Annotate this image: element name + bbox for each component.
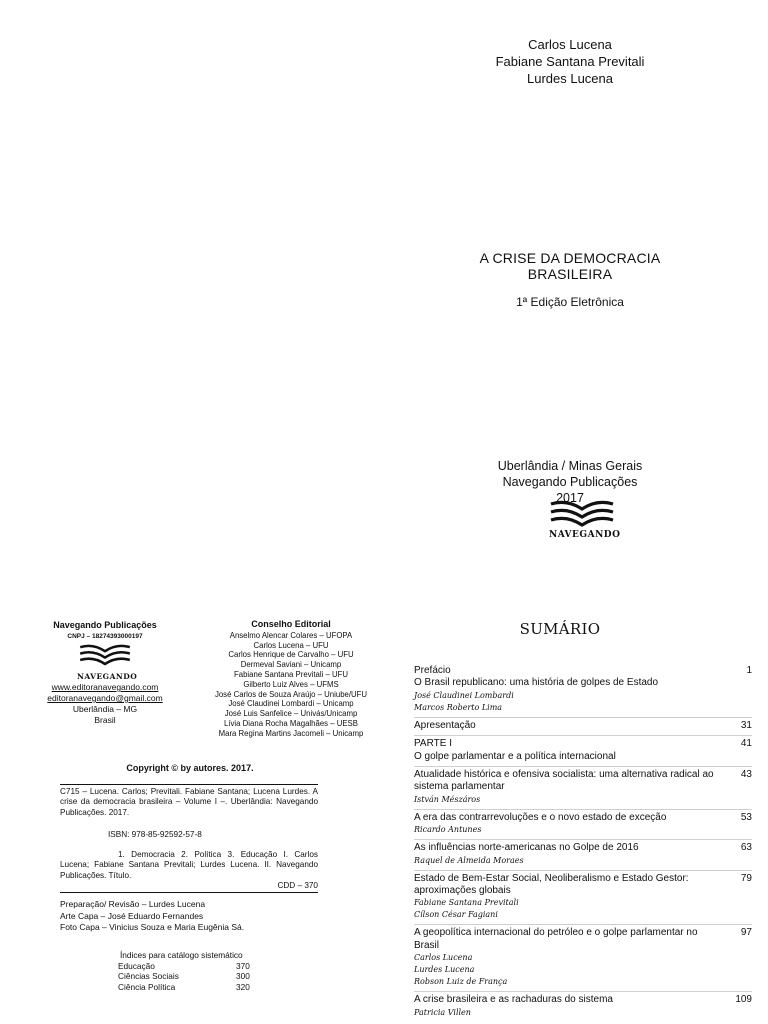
credit-line: Arte Capa – José Eduardo Fernandes: [60, 910, 204, 921]
toc-entry[interactable]: [414, 871, 752, 926]
toc-page-number: 53: [740, 811, 752, 823]
toc-entry[interactable]: [414, 992, 752, 1021]
toc-title: SUMÁRIO: [519, 620, 601, 638]
credits: [60, 899, 320, 934]
toc-line: [414, 677, 752, 689]
publisher-email-link[interactable]: editoranavegando@gmail.com: [47, 693, 163, 703]
toc-entry-author: Ricardo Antunes: [414, 825, 482, 835]
toc-entry-author: Cílson César Fagiani: [414, 910, 498, 920]
toc-line: [414, 769, 752, 794]
author-name: Fabiane Santana Previtali: [495, 54, 645, 69]
index-subject: Ciência Política: [118, 981, 176, 992]
council-member-list: [196, 631, 386, 739]
logo-wordmark-small: NAVEGANDO: [77, 672, 138, 681]
toc-entry-title: Apresentação: [414, 719, 476, 731]
index-code: 370: [236, 960, 250, 971]
index-row: [118, 982, 288, 993]
toc-entry-author: Marcos Roberto Lima: [414, 702, 503, 712]
toc-entry-title: Prefácio: [414, 665, 451, 676]
imprint-year: 2017: [556, 491, 584, 505]
toc-entry[interactable]: [414, 718, 752, 736]
toc-entry-author: Lurdes Lucena: [414, 965, 475, 975]
publisher-logo-small: [77, 644, 138, 682]
toc-entry[interactable]: [414, 810, 752, 840]
toc-page-number: [732, 677, 752, 689]
toc-entry-title: O golpe parlamentar e a política internacional: [414, 750, 616, 762]
index-subject: Educação: [118, 960, 155, 971]
council-title: Conselho Editorial: [251, 619, 331, 629]
book-title: A CRISE DA DEMOCRACIA BRASILEIRA: [479, 250, 661, 282]
toc-line: [414, 994, 752, 1006]
council-member: José Carlos de Souza Araújo – Uniube/UFU: [214, 689, 368, 699]
toc-line: [414, 927, 752, 952]
toc-entry[interactable]: [414, 925, 752, 992]
toc-page-number: 63: [740, 842, 752, 854]
publisher-website-link[interactable]: www.editoranavegando.com: [51, 682, 159, 692]
toc-line: [414, 720, 752, 732]
toc-entry[interactable]: [414, 840, 752, 870]
toc-page-number: 97: [740, 927, 752, 939]
council-member: José Claudinei Lombardi – Unicamp: [228, 699, 354, 709]
toc-entry[interactable]: [414, 663, 752, 718]
imprint-city: Uberlândia / Minas Gerais: [497, 459, 643, 473]
cdd-code: CDD – 370: [60, 881, 318, 893]
publisher-name: Navegando Publicações: [53, 620, 157, 630]
catalog-record: [60, 784, 318, 893]
copyright-notice: Copyright © by autores. 2017.: [126, 763, 254, 773]
table-of-contents: [414, 663, 752, 1022]
index-row: [118, 961, 288, 972]
toc-entry[interactable]: [414, 767, 752, 810]
toc-entry-title: As influências norte-americanas no Golpe de 2016: [414, 842, 639, 854]
council-member: Gilberto Luiz Alves – UFMS: [243, 679, 339, 689]
toc-entry-author: Carlos Lucena: [414, 953, 473, 963]
author-name: Lurdes Lucena: [526, 71, 613, 86]
toc-page-number: 41: [740, 738, 752, 750]
open-book-logo-icon: [77, 644, 133, 668]
catalog-subjects: 1. Democracia 2. Política 3. Educação I. Carlos Lucena; Fabiane Santana Previtali; Lurdes Lucena. II. Navegando Publicações. Título.: [60, 850, 318, 880]
index-subject: Ciências Sociais: [118, 971, 179, 981]
index-row: [118, 971, 288, 982]
toc-entry-author: István Mészáros: [414, 794, 481, 804]
open-book-logo-icon: [549, 500, 615, 530]
toc-entry-author: Raquel de Almeida Moraes: [414, 855, 524, 865]
council-member: Mara Regina Martins Jacomeli – Unicamp: [218, 728, 364, 738]
toc-entry-title: A era das contrarrevoluções e o novo estado de exceção: [414, 811, 667, 823]
author-name: Carlos Lucena: [528, 37, 612, 52]
council-member: Dermeval Saviani – Unicamp: [240, 660, 342, 670]
credit-line: Preparação/ Revisão – Lurdes Lucena: [60, 899, 206, 909]
credit-line: Foto Capa – Vinicius Souza e Maria Eugênia Sá.: [60, 922, 245, 932]
catalog-entry: C715 – Lucena. Carlos; Previtali. Fabiane Santana; Lucena Lurdes. A crise da democracia brasileira – Volume I –. Uberlândia: Navegando Publicações. 2017.: [60, 787, 318, 817]
edition-label: 1ª Edição Eletrônica: [516, 295, 624, 309]
editorial-council: [196, 620, 386, 739]
council-member: José Luis Sanfelice – Univás/Unicamp: [224, 709, 358, 719]
toc-line: [414, 738, 752, 750]
isbn: ISBN: 978-85-92592-57-8: [108, 829, 202, 839]
toc-entry-author: Patricia Villen: [414, 1007, 471, 1017]
council-member: Lívia Diana Rocha Magalhães – UESB: [224, 718, 358, 728]
toc-entry-author: Fabiane Santana Previtali: [414, 898, 519, 908]
publisher-city: Uberlândia – MG: [72, 704, 138, 714]
toc-line: [414, 873, 752, 898]
council-member: Carlos Lucena – UFU: [253, 640, 329, 650]
council-member: Fabiane Santana Previtali – UFU: [234, 669, 348, 679]
council-member: Anselmo Alencar Colares – UFOPA: [229, 630, 353, 640]
toc-page-number: 1: [746, 665, 752, 676]
toc-line: [414, 812, 752, 824]
toc-entry-author: Robson Luiz de França: [414, 977, 508, 987]
toc-page-number: 79: [740, 872, 752, 884]
toc-entry-author: José Claudinei Lombardi: [414, 690, 514, 700]
toc-entry-title: O Brasil republicano: uma história de golpes de Estado: [414, 677, 659, 689]
toc-entry-title: PARTE I: [414, 738, 452, 750]
indices-title: Índices para catálogo sistemático: [120, 950, 243, 960]
toc-entry[interactable]: [414, 736, 752, 767]
council-member: Carlos Henrique de Carvalho – UFU: [228, 650, 354, 660]
toc-page-number: [732, 751, 752, 763]
index-code: 300: [236, 971, 250, 981]
toc-line: [414, 751, 752, 763]
catalog-indices: [118, 950, 288, 992]
imprint: [440, 458, 700, 506]
toc-page-number: 43: [740, 769, 752, 781]
index-code: 320: [236, 981, 250, 992]
imprint-publisher: Navegando Publicações: [502, 475, 638, 489]
toc-entry-title: Atualidade histórica e ofensiva socialista: uma alternativa radical ao sistema parlamentar: [414, 769, 714, 793]
publisher-country: Brasil: [94, 715, 116, 725]
toc-page-number: 31: [740, 719, 752, 731]
publisher-cnpj: CNPJ – 18274393000197: [67, 633, 143, 640]
toc-line: [414, 665, 752, 677]
toc-page-number: 109: [735, 994, 752, 1006]
toc-entry-title: A geopolítica internacional do petróleo e o golpe parlamentar no Brasil: [414, 927, 698, 951]
publisher-logo: [549, 500, 621, 540]
toc-entry-title: Estado de Bem-Estar Social, Neoliberalismo e Estado Gestor: aproximações globais: [414, 872, 689, 897]
toc-entry-title: A crise brasileira e as rachaduras do sistema: [414, 994, 613, 1006]
author-list: [440, 36, 700, 87]
publisher-info: [40, 620, 170, 726]
toc-line: [414, 842, 752, 854]
logo-wordmark: NAVEGANDO: [549, 530, 621, 540]
